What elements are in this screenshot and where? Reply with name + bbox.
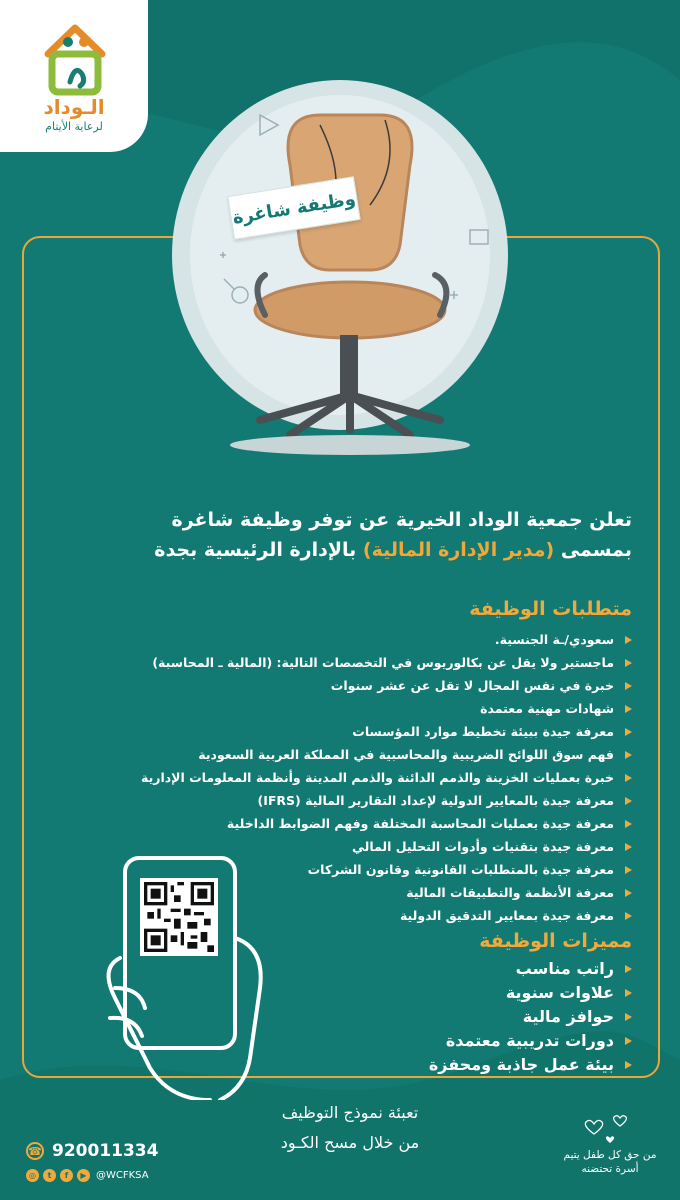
phone-number[interactable]: 920011334 — [52, 1141, 159, 1161]
bullet-arrow-icon — [625, 659, 632, 667]
bullet-arrow-icon — [625, 1013, 632, 1021]
bullet-arrow-icon — [625, 728, 632, 736]
list-item — [72, 651, 632, 674]
list-item-text: فهم سوق اللوائح الضريبية والمحاسبية في المملكة العربية السعودية — [198, 747, 614, 762]
bullet-arrow-icon — [625, 1061, 632, 1069]
headline-line-2 — [72, 535, 632, 565]
list-item-text: معرفة الأنظمة والتطبيقات المالية — [406, 885, 614, 900]
bullet-arrow-icon — [625, 866, 632, 874]
headline-prefix: بمسمى — [554, 539, 632, 561]
list-item-text: علاوات سنوية — [505, 983, 614, 1002]
list-item-text: سعودي/ـة الجنسية. — [494, 632, 614, 647]
logo-name: الـوداد — [43, 95, 105, 119]
qr-instructions — [250, 1098, 450, 1158]
bullet-arrow-icon — [625, 797, 632, 805]
list-item — [72, 812, 632, 835]
bullet-arrow-icon — [625, 682, 632, 690]
list-item-text: خبرة في نفس المجال لا تقل عن عشر سنوات — [330, 678, 614, 693]
instagram-icon[interactable]: ◎ — [26, 1169, 39, 1182]
benefits-title: مميزات الوظيفة — [479, 930, 632, 952]
bullet-arrow-icon — [625, 912, 632, 920]
office-chair-illustration — [170, 55, 510, 455]
bullet-arrow-icon — [625, 705, 632, 713]
phone-icon: ☎ — [26, 1142, 44, 1160]
hearts-icon — [580, 1112, 640, 1146]
list-item-text: شهادات مهنية معتمدة — [480, 701, 614, 716]
contact-phone[interactable] — [26, 1140, 158, 1162]
list-item — [72, 628, 632, 651]
logo-tagline: لرعاية الأيتام — [45, 120, 103, 133]
bullet-arrow-icon — [625, 636, 632, 644]
headline-suffix: بالإدارة الرئيسية بجدة — [154, 539, 363, 561]
list-item-text: معرفة جيدة بعمليات المحاسبة المختلفة وفهم الضوابط الداخلية — [226, 816, 614, 831]
list-item — [72, 697, 632, 720]
facebook-icon[interactable]: f — [60, 1169, 73, 1182]
list-item-text: دورات تدريبية معتمدة — [445, 1031, 614, 1050]
list-item — [72, 720, 632, 743]
list-item — [72, 743, 632, 766]
list-item-text: معرفة جيدة بالمعايير الدولية لإعداد التقارير المالية (IFRS) — [257, 793, 614, 808]
list-item — [72, 789, 632, 812]
logo-house-icon — [40, 20, 110, 98]
bullet-arrow-icon — [625, 820, 632, 828]
slogan — [555, 1148, 665, 1176]
cta-line-1: تعبئة نموذج التوظيف — [281, 1103, 419, 1122]
bullet-arrow-icon — [625, 843, 632, 851]
list-item-text: معرفة جيدة بمعايير التدقيق الدولية — [399, 908, 614, 923]
list-item-text: معرفة جيدة بتقنيات وأدوات التحليل المالي — [352, 839, 614, 854]
list-item — [72, 674, 632, 697]
list-item-text: راتب مناسب — [515, 959, 614, 978]
headline-line-1: تعلن جمعية الوداد الخيرية عن توفر وظيفة شاغرة — [171, 509, 632, 531]
slogan-line-2: أسرة تحتضنه — [581, 1163, 639, 1175]
bullet-arrow-icon — [625, 774, 632, 782]
qr-code-icon — [144, 882, 214, 952]
list-item-text: ماجستير ولا يقل عن بكالوريوس في التخصصات التالية: (المالية ـ المحاسبة) — [152, 655, 614, 670]
list-item-text: خبرة بعمليات الخزينة والذمم الدائنة والذمم المدينة وأنظمة المعلومات الإدارية — [141, 770, 614, 785]
vacancy-sign: وظيفة شاغرة — [227, 176, 360, 239]
bullet-arrow-icon — [625, 1037, 632, 1045]
requirements-title: متطلبات الوظيفة — [469, 598, 632, 620]
list-item — [72, 766, 632, 789]
list-item-text: معرفة جيدة ببيئة تخطيط موارد المؤسسات — [352, 724, 614, 739]
list-item-text: حوافز مالية — [522, 1007, 614, 1026]
bullet-arrow-icon — [625, 889, 632, 897]
social-links — [26, 1167, 149, 1183]
list-item-text: بيئة عمل جاذبة ومحفزة — [428, 1055, 614, 1074]
headline — [72, 505, 632, 565]
list-item-text: معرفة جيدة بالمتطلبات القانونية وقانون الشركات — [307, 862, 614, 877]
bullet-arrow-icon — [625, 965, 632, 973]
social-handle[interactable]: @WCFKSA — [96, 1169, 149, 1181]
qr-code[interactable] — [140, 878, 218, 956]
slogan-line-1: من حق كل طفل يتيم — [563, 1149, 657, 1161]
bullet-arrow-icon — [625, 751, 632, 759]
logo-card — [0, 0, 148, 152]
youtube-icon[interactable]: ▶ — [77, 1169, 90, 1182]
bullet-arrow-icon — [625, 989, 632, 997]
twitter-icon[interactable]: t — [43, 1169, 56, 1182]
job-title-highlight: (مدير الإدارة المالية) — [362, 539, 555, 561]
cta-line-2: من خلال مسح الكـود — [280, 1133, 420, 1152]
